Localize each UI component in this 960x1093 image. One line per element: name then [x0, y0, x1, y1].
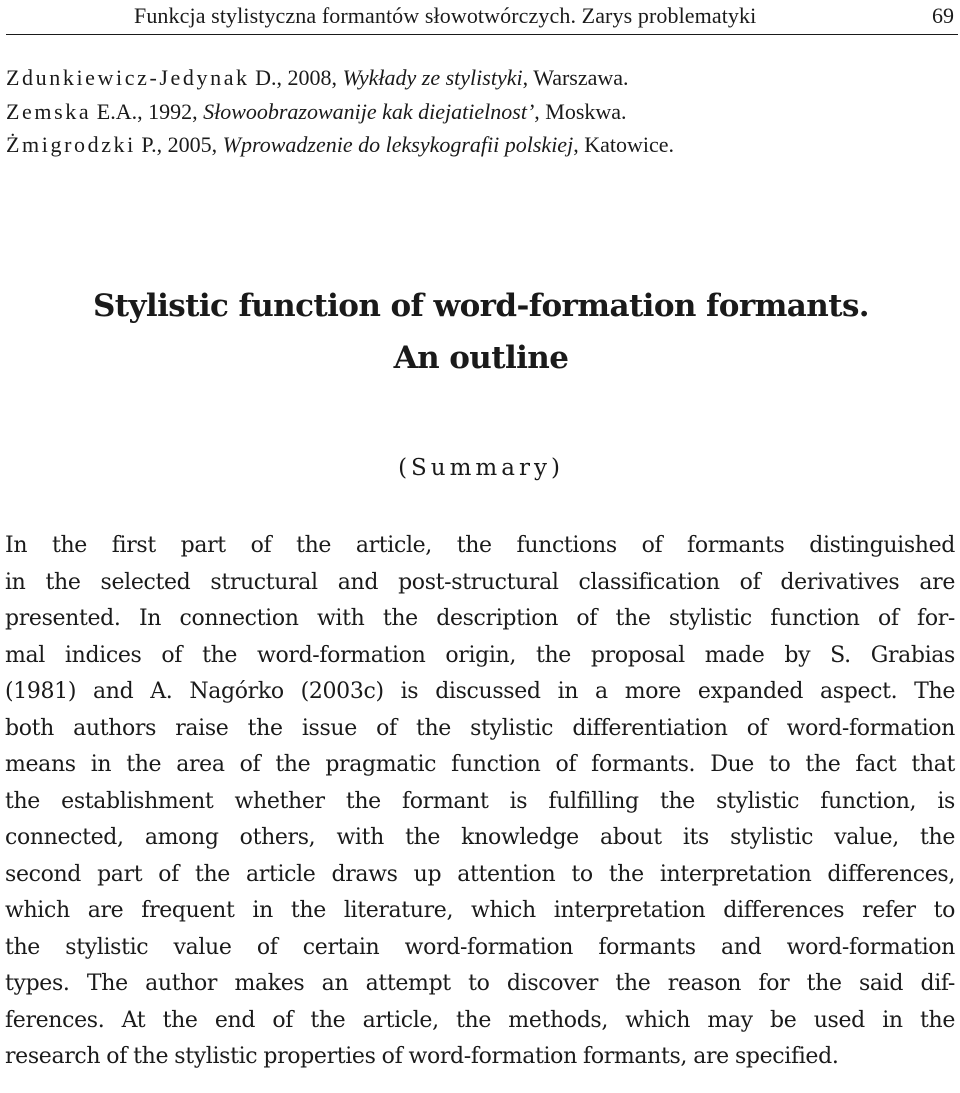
summary-heading: (Summary) [398, 455, 564, 481]
bib-author: Żmigrodzki [6, 132, 136, 157]
summary-line: research of the stylistic properties of word-formation formants, are specified. [5, 1044, 839, 1069]
running-title: Funkcja stylistyczna formantów słowotwórczych. Zarys problematyki [134, 3, 757, 28]
article-title-line: An outline [393, 340, 569, 376]
bib-title: Wprowadzenie do leksykografii polskiej [222, 132, 574, 157]
bibliography-entry [6, 95, 946, 129]
bib-author: Zemska [6, 98, 92, 124]
summary-line: types. The author makes an attempt to discover the reason for the said dif- [5, 971, 955, 996]
summary-line: mal indices of the word-formation origin, the proposal made by S. Grabias [5, 642, 955, 668]
summary-line: presented. In connection with the description of the stylistic function of for- [5, 606, 955, 631]
bib-place: , Warszawa. [522, 65, 629, 90]
summary-body [5, 528, 955, 1076]
summary-line: (1981) and A. Nagórko (2003c) is discussed in a more expanded aspect. The [5, 679, 955, 704]
summary-line: ferences. At the end of the article, the methods, which may be used in the [5, 1007, 955, 1033]
summary-line: in the selected structural and post-structural classification of derivatives are [5, 569, 955, 595]
summary-line: the establishment whether the formant is fulfilling the stylistic function, is [5, 788, 955, 814]
bib-place: , Katowice. [573, 132, 674, 157]
bibliography-entry [6, 61, 946, 95]
article-title-line: Stylistic function of word-formation formants. [93, 288, 869, 324]
article-title [6, 280, 956, 384]
bib-details: P., 2005, [135, 132, 223, 157]
bib-author: Zdunkiewicz-Jedynak [6, 65, 250, 90]
summary-line: both authors raise the issue of the stylistic differentiation of word-formation [5, 715, 955, 741]
bib-details: E.A., 1992, [91, 98, 204, 124]
bib-title: Wykłady ze stylistyki [342, 65, 523, 90]
page-number: 69 [932, 3, 954, 28]
bib-place: , Moskwa. [534, 98, 627, 124]
summary-line: means in the area of the pragmatic function of formants. Due to the fact that [5, 752, 955, 777]
summary-line: In the first part of the article, the functions of formants distinguished [5, 533, 955, 558]
summary-line: connected, among others, with the knowledge about its stylistic value, the [5, 825, 955, 850]
bibliography [6, 61, 946, 162]
bib-title: Słowoobrazowanije kak diejatielnost’ [203, 98, 535, 124]
bibliography-entry [6, 128, 946, 162]
bib-details: D., 2008, [249, 65, 343, 90]
summary-line: second part of the article draws up attention to the interpretation differences, [5, 861, 955, 887]
summary-line: the stylistic value of certain word-formation formants and word-formation [5, 934, 955, 960]
running-head [6, 0, 958, 35]
summary-line: which are frequent in the literature, which interpretation differences refer to [5, 898, 955, 923]
